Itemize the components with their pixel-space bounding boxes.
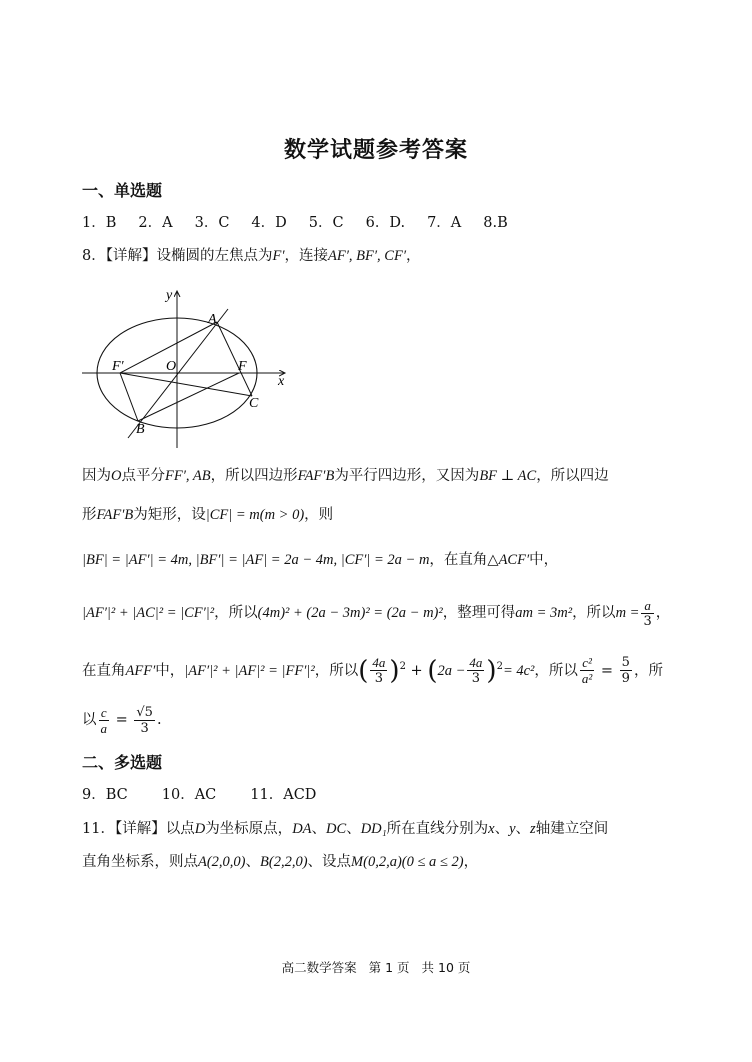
q8-point-o: O <box>111 468 122 484</box>
page-footer <box>0 958 752 976</box>
q8-math: |CF| = m(m > 0) <box>205 507 305 523</box>
q11-text: 直角坐标系，则点 <box>82 854 198 870</box>
q11-sep: 、 <box>311 821 327 837</box>
q8-text: ，整理可得 <box>442 605 516 621</box>
q8-text: ，所 <box>633 662 663 679</box>
answer-7: 7．A <box>427 215 462 231</box>
q8-quadrilateral: FAF′B <box>297 468 335 484</box>
q11-edge-dc: DC <box>326 821 347 837</box>
q8-para-line-4 <box>82 593 670 633</box>
q8-text: ，所以四边 <box>536 468 609 484</box>
q8-para-line-6: 以 $\frac{c}{a}$ = $\frac{√5}{3}$ . <box>82 704 162 736</box>
label-C: C <box>249 396 259 411</box>
q11-point-a: A(2,0,0) <box>198 854 246 870</box>
numerator: c² <box>580 655 594 671</box>
label-B: B <box>136 422 145 437</box>
q8-math: |AF′|² + |AC|² = |CF′|² <box>82 605 215 621</box>
q11-sep: 、 <box>346 821 361 837</box>
answer-4: 4．D <box>251 215 287 231</box>
q8-text: 中， <box>529 552 559 568</box>
q11-point-b: B(2,2,0) <box>260 854 308 870</box>
numerator: 4a <box>372 655 386 671</box>
label-O: O <box>166 359 177 374</box>
q8-math: m = <box>615 605 640 621</box>
fraction-4a-over-3 <box>370 655 387 686</box>
q8-math: (4m)² + (2a − 3m)² = (2a − m)² <box>257 605 443 621</box>
q8-text: ， <box>655 605 671 621</box>
q8-math: FF′, AB <box>164 468 211 484</box>
q8-left-focus: F′ <box>272 248 285 264</box>
denominator: 3 <box>140 720 149 736</box>
answer-5: 5．C <box>308 215 344 231</box>
q11-text: 、设点 <box>307 854 352 870</box>
q8-math: am = 3m² <box>515 605 573 621</box>
segment-a-c <box>217 322 252 396</box>
section-heading-multiple-choice: 二、多选题 <box>82 753 163 772</box>
q8-comma: ， <box>406 248 421 264</box>
footer-doc-name: 高二数学答案 <box>281 960 357 975</box>
q8-text: ，所以四边形 <box>210 468 298 484</box>
q8-text: 形 <box>82 507 97 523</box>
q8-text: 为平行四边形，又因为 <box>334 468 480 484</box>
q8-math: |AF′|² + |AF|² = |FF′|² <box>184 662 315 679</box>
denominator: 3 <box>374 671 384 687</box>
label-y: y <box>166 288 173 303</box>
q11-text: 所在直线分别为 <box>386 821 489 837</box>
q11-axis-x: x <box>488 821 495 837</box>
q8-math: 2a − <box>437 662 466 679</box>
fraction-c-over-a <box>99 705 110 736</box>
q8-text: ，在直角△ <box>429 552 499 568</box>
q8-quadrilateral: FAF′B <box>96 507 134 523</box>
denominator: a <box>100 720 107 736</box>
numerator: 5 <box>621 655 630 671</box>
q8-math: BF ⊥ AC <box>479 468 537 484</box>
q11-edge-dd1: DD₁ <box>360 821 387 837</box>
numerator: √5 <box>136 704 153 720</box>
q8-math: |BF| = |AF′| = 4m, |BF′| = |AF| = 2a − 4m, |CF′| = 2a − m <box>82 552 430 568</box>
q11-text: ， <box>463 854 479 870</box>
q8-text: 为矩形，设 <box>133 507 206 523</box>
denominator: 9 <box>621 671 630 687</box>
answer-11: 11．ACD <box>250 787 317 803</box>
answer-10: 10．AC <box>161 787 217 803</box>
answer-1: 1．B <box>82 215 117 231</box>
q8-text: 中， <box>155 662 185 679</box>
q8-text: ，所以 <box>572 605 616 621</box>
q8-connect-text: ，连接 <box>284 248 329 264</box>
q11-axis-z: z <box>530 821 536 837</box>
multiple-choice-answers <box>82 785 316 805</box>
q8-text: ，所以 <box>214 605 258 621</box>
answer-2: 2．A <box>138 215 173 231</box>
q8-intro-text: 8．【详解】设椭圆的左焦点为 <box>82 248 273 264</box>
q11-edge-da: DA <box>292 821 312 837</box>
label-x: x <box>278 374 285 389</box>
q8-text: 点平分 <box>121 468 165 484</box>
numerator: 4a <box>469 655 483 671</box>
q11-line-1 <box>82 819 608 839</box>
single-choice-answers <box>82 213 508 233</box>
section-heading-single-choice: 一、单选题 <box>82 181 163 200</box>
q8-text: . <box>156 712 162 728</box>
page-title: 数学试题参考答案 <box>283 138 468 163</box>
denominator: 3 <box>471 671 481 687</box>
numerator: a <box>641 598 653 614</box>
q8-text: ，所以 <box>534 662 578 679</box>
q8-text: 以 <box>82 712 97 728</box>
q11-text: 11．【详解】以点 <box>82 821 195 837</box>
q11-line-2 <box>82 852 478 872</box>
label-A: A <box>208 312 217 327</box>
q11-text: 为坐标原点， <box>205 821 293 837</box>
q8-triangle: ACF′ <box>498 552 530 568</box>
answer-9: 9．BC <box>82 787 128 803</box>
q8-text: 因为 <box>82 468 111 484</box>
fraction-a-over-3 <box>641 598 653 629</box>
q11-text: 轴建立空间 <box>535 821 609 837</box>
label-Fp: F′ <box>112 359 124 374</box>
answer-6: 6．D. <box>365 215 406 231</box>
q8-triangle: AFF′ <box>125 662 156 679</box>
label-F: F <box>238 359 247 374</box>
q8-intro-line <box>82 246 421 266</box>
q8-text: 在直角 <box>82 662 126 679</box>
q8-segments: AF′, BF′, CF′ <box>328 248 406 264</box>
answer-3: 3．C <box>194 215 230 231</box>
segment-b-f <box>138 373 239 421</box>
q8-para-line-5: 在直角AFF′中，|AF′|² + |AF|² = |FF′|²，所以( $\frac{4a}{3}$ )$^2$ + (2a − $\frac{4a}{3}$ )$^2$= 4c²，所以 $\frac{\text{c²}}{\text{a²}}$ = $\frac{5}{9}$ ，所 <box>82 655 663 687</box>
ellipse-figure <box>80 283 295 453</box>
fraction-sqrt5-over-3 <box>134 705 155 736</box>
answer-8: 8.B <box>483 215 508 231</box>
fraction-5-over-9 <box>620 655 632 686</box>
footer-page-number: 第 1 页 <box>368 960 410 975</box>
q11-sep: 、 <box>515 821 531 837</box>
q8-text: ，所以 <box>314 662 359 679</box>
q8-math: = 4c² <box>502 662 535 679</box>
numerator: c <box>99 705 110 721</box>
denominator: 3 <box>643 613 652 629</box>
fraction-4a-over-3-b <box>467 655 484 686</box>
q8-para-line-3 <box>82 550 558 570</box>
fraction-c2-over-a2 <box>580 655 594 686</box>
q8-text: ，则 <box>304 507 334 523</box>
footer-total-pages: 共 10 页 <box>421 960 471 975</box>
q11-sep: 、 <box>245 854 261 870</box>
q11-point-d: D <box>194 821 206 837</box>
q11-point-m: M(0,2,a)(0 ≤ a ≤ 2) <box>351 854 464 870</box>
q8-para-line-1 <box>82 466 609 486</box>
q8-para-line-2 <box>82 505 333 525</box>
q11-sep: 、 <box>494 821 510 837</box>
q11-axis-y: y <box>509 821 516 837</box>
denominator: a² <box>581 671 593 687</box>
